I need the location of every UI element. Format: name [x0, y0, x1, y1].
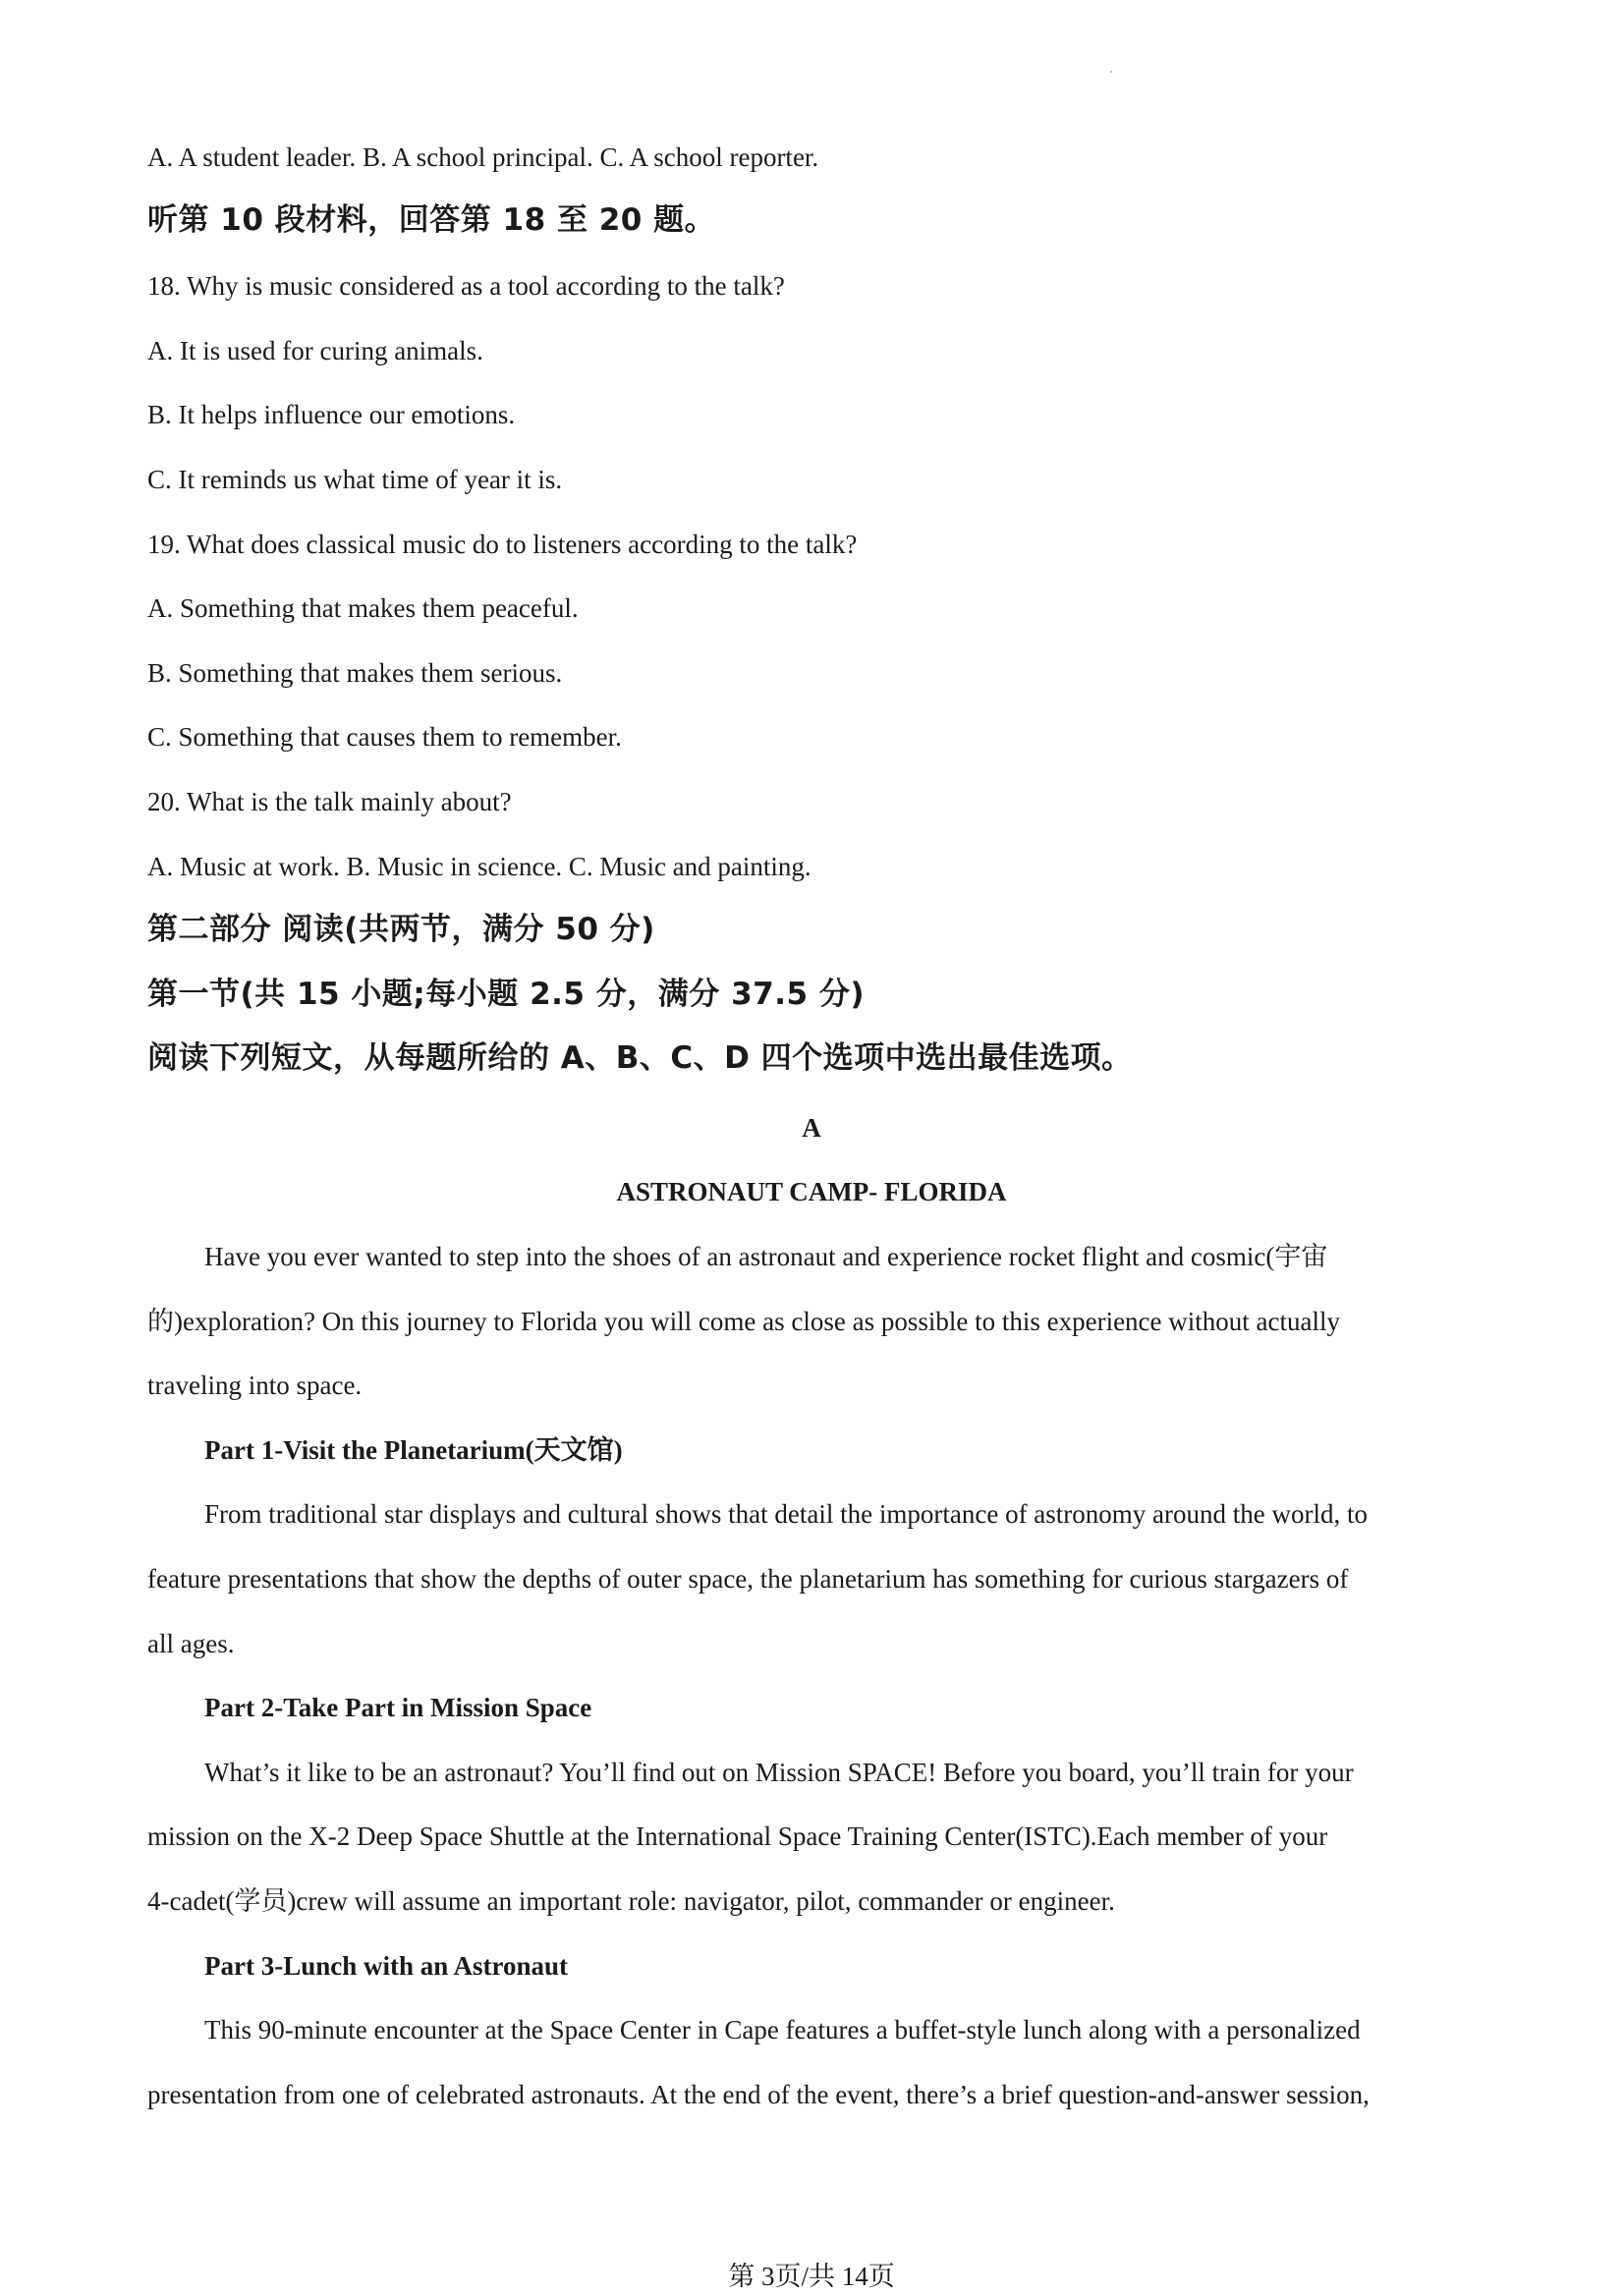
- part1-line: feature presentations that show the depths of outer space, the planetarium has something for curious stargazers of: [147, 1564, 1349, 1594]
- reading-instruction: 阅读下列短文，从每题所给的 A、B、C、D 四个选项中选出最佳选项。: [147, 1040, 1133, 1076]
- part2-heading: Part 2-Take Part in Mission Space: [204, 1693, 592, 1722]
- q17-options: A. A student leader. B. A school principal. C. A school reporter.: [147, 142, 819, 172]
- q19-option-c: C. Something that causes them to remember.: [147, 722, 622, 752]
- q19-option-b: B. Something that makes them serious.: [147, 658, 563, 688]
- part1-heading: Part 1-Visit the Planetarium(天文馆): [204, 1435, 623, 1465]
- part3-line: This 90-minute encounter at the Space Center in Cape features a buffet-style lunch along with a personalized: [204, 2015, 1361, 2044]
- intro-line: 的)exploration? On this journey to Florida you will come as close as possible to this experience without actually: [147, 1307, 1340, 1336]
- part3-heading: Part 3-Lunch with an Astronaut: [204, 1951, 569, 1981]
- part2-line: What’s it like to be an astronaut? You’ll find out on Mission SPACE! Before you board, you’ll train for your: [204, 1758, 1354, 1787]
- page-number: 第 3页/共 14页: [728, 2262, 895, 2291]
- intro-line: Have you ever wanted to step into the shoes of an astronaut and experience rocket flight and cosmic(宇宙: [204, 1242, 1328, 1271]
- q20-options: A. Music at work. B. Music in science. C. Music and painting.: [147, 852, 812, 881]
- part3-line: presentation from one of celebrated astronauts. At the end of the event, there’s a brief question-and-answer session,: [147, 2080, 1370, 2109]
- part-two-heading: 第二部分 阅读(共两节，满分 50 分): [147, 912, 655, 947]
- section-instruction-10: 听第 10 段材料，回答第 18 至 20 题。: [147, 202, 716, 238]
- intro-line: traveling into space.: [147, 1371, 363, 1400]
- passage-title: ASTRONAUT CAMP- FLORIDA: [616, 1177, 1007, 1206]
- part1-line: From traditional star displays and cultural shows that detail the importance of astronomy around the world, to: [204, 1499, 1368, 1529]
- scan-speck: [1110, 71, 1112, 73]
- part1-line: all ages.: [147, 1629, 235, 1658]
- q19-option-a: A. Something that makes them peaceful.: [147, 593, 579, 623]
- q19-question: 19. What does classical music do to listeners according to the talk?: [147, 530, 858, 559]
- passage-label: A: [802, 1113, 821, 1143]
- q18-option-a: A. It is used for curing animals.: [147, 336, 483, 365]
- q20-question: 20. What is the talk mainly about?: [147, 787, 512, 816]
- q18-question: 18. Why is music considered as a tool according to the talk?: [147, 271, 785, 301]
- q18-option-b: B. It helps influence our emotions.: [147, 400, 516, 429]
- q18-option-c: C. It reminds us what time of year it is.: [147, 465, 563, 494]
- section-one-heading: 第一节(共 15 小题;每小题 2.5 分，满分 37.5 分): [147, 977, 866, 1012]
- part2-line: 4-cadet(学员)crew will assume an important role: navigator, pilot, commander or engineer.: [147, 1886, 1115, 1916]
- part2-line: mission on the X-2 Deep Space Shuttle at the International Space Training Center(ISTC).Each member of your: [147, 1821, 1328, 1851]
